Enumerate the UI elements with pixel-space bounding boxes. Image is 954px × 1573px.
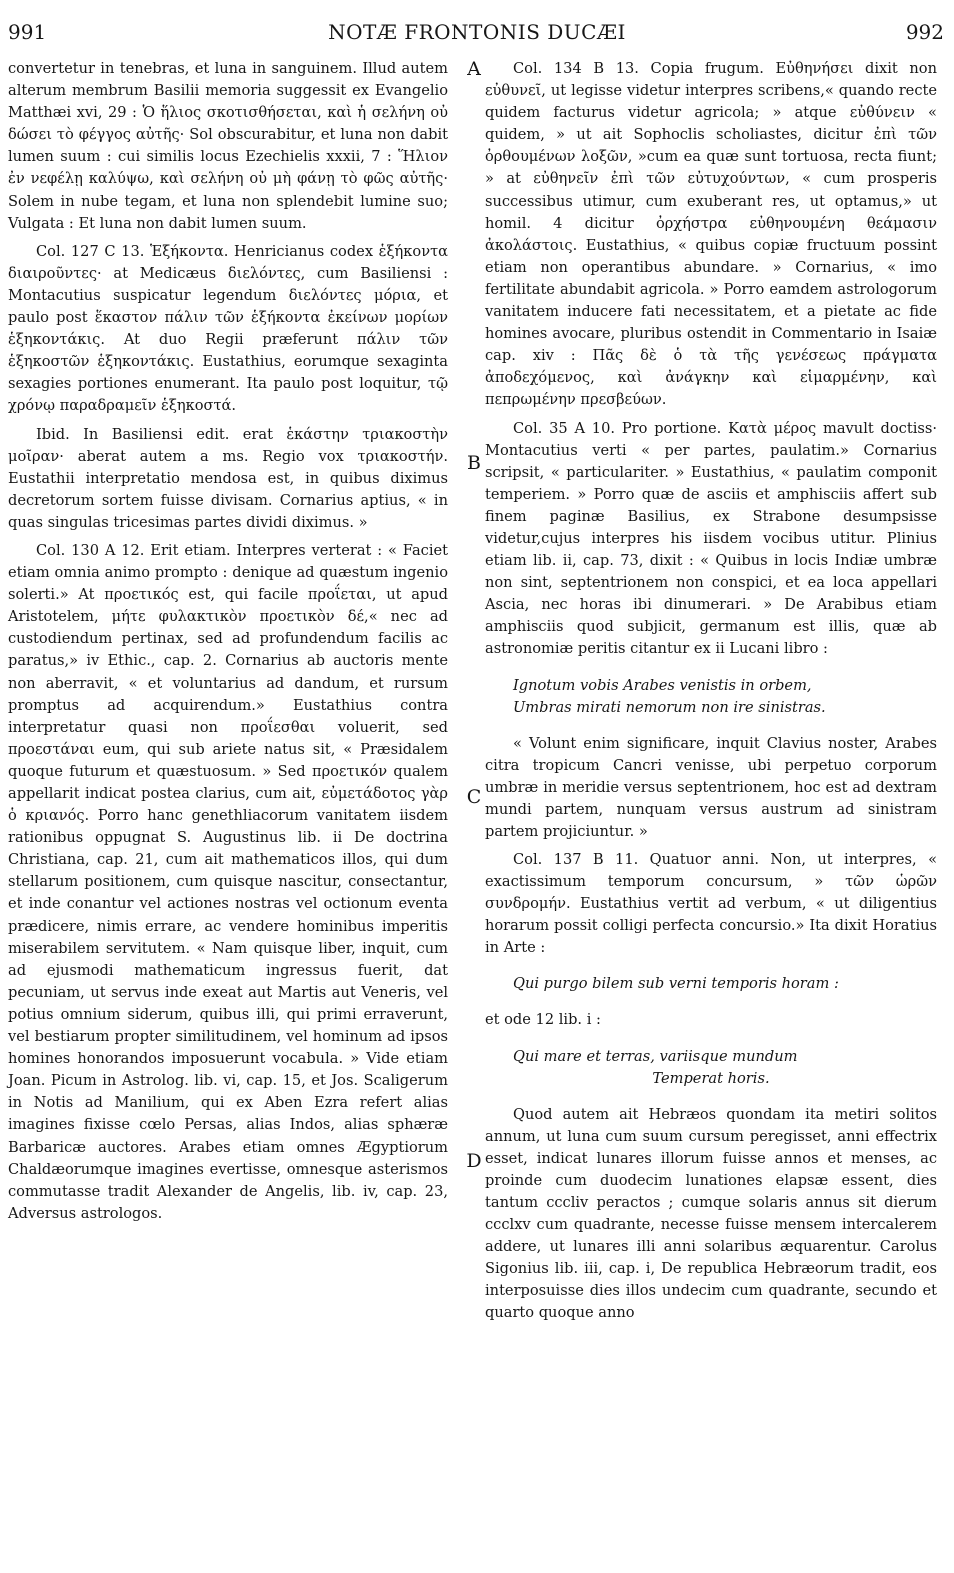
running-title: NOTÆ FRONTONIS DUCÆI [328,20,626,44]
right-paragraph-6: Quod autem ait Hebræos quondam ita metiri solitos annum, ut luna cum suum cursum peregisset, anni effectrix esset, indicat lunares illorum fuisse annos et menses, ac proinde cum duodecim lunationes elapsæ essent, dies tantum cccliv peractos ; cumque solaris annus sit dierum ccclxv cum quadrante, necesse fuisse mensem intercalerem addere, ut lunares illi anni solaribus æquarentur. Carolus Sigonius lib. iii, cap. i, De republica Hebræorum tradit, eos interposuisse dies illos undecim cum quadrante, secundo et quarto quoque anno [485,1105,937,1322]
right-paragraph-4: Col. 137 B 11. Quatuor anni. Non, ut interpres, « exactissimum temporum concursum, » τῶν ὡρῶν συνδρομήν. Eustathius vertit ad verbum, « ut diligentius horarum possit colligi perfecta concursio.» Ita dixit Horatius in Arte : [485,851,937,957]
verse-lucan [485,675,937,719]
left-paragraph-3: Ibid. In Basiliensi edit. erat ἑκάστην τριακοστὴν μοῖραν· aberat autem a ms. Regio vox τριακοστήν. Eustathii interpretatio mendosa est, in quibus diximus decretorum sortem fuisse divisam. Cornarius aptius, « in quas singulas tricesimas partes dividi diximus. » [8,425,448,531]
verse-horace-arte-line: Qui purgo bilem sub verni temporis horam : [513,975,839,993]
right-paragraph-2: Col. 35 A 10. Pro portione. Κατὰ μέρος mavult doctiss· Montacutius verti « per partes, paulatim.» Cornarius scripsit, « particulariter. » Eustathius, « paulatim componit temperiem. » Porro quæ de asciis et amphisciis affert sub finem paginæ Basilius, ex Strabone desumpsisse videtur,cujus interpres his iisdem vocibus utitur. Plinius etiam lib. ii, cap. 73, dixit : « Quibus in locis Indiæ umbræ non sint, septentrionem non conspici, et ea loca appellari Ascia, nec horas ibi dinumerari. » De Arabibus etiam amphisciis quod subjicit, germanum est illis, quæ ab astronomiæ peritis citantur ex ii Lucani libro : [485,419,937,658]
margin-letter-b: B [467,452,481,474]
right-paragraph-3: « Volunt enim significare, inquit Clavius noster, Arabes citra tropicum Cancri venisse, ubi perpetuo corporum umbræ in meridie versus septentrionem, hoc est ad dextram mundi partem, nunquam versus austrum ad sinistram partem projiciuntur. » [485,734,937,840]
page-header [0,6,954,46]
verse-lucan-line-2: Umbras mirati nemorum non ire sinistras. [513,698,826,716]
margin-letter-c: C [466,786,482,808]
left-page-number: 991 [8,20,47,44]
verse-lucan-line-1: Ignotum vobis Arabes venistis in orbem, [513,676,812,694]
right-paragraph-1: Col. 134 B 13. Copia frugum. Εὐθηνήσει dixit non εὐθυνεῖ, ut legisse videtur interpres scribens,« quando recte quidem facturus videtur agricola; » atque εὐθύνειν « quidem, » ut ait Sophoclis scholiastes, dicitur ἐπὶ τῶν ὀρθουμένων λοξῶν, »cum ea quæ sunt tortuosa, recta fiunt; » at εὐθηνεῖν ἐπὶ τῶν εὐτυχούντων, « cum prosperis successibus utimur, cum exuberant res, ut optamus,» ut homil. 4 dicitur ὀρχήστρα εὐθηνουμένη θεάμασιν ἀκολάστοις. Eustathius, « quibus copiæ fructuum possint etiam non operantibus abundare. » Cornarius, « imo fertilitate abundabit agricola. » Porro eamdem astrologorum vanitatem inducere fati necessitatem, et a pietate ac fide homines avocare, pluribus ostendit in Commentario in Isaiæ cap. xiv : Πᾶς δὲ ὁ τὰ τῆς γενέσεως πράγματα ἀποδεχόμενος, καὶ ἀνάγκην καὶ εἱμαρμένην, καὶ πεπρωμένην πρεσβεύων. [485,60,937,409]
margin-letter-d: D [466,1150,482,1172]
verse-horace-arte [485,973,937,995]
verse-horace-ode-line-2: Temperat horis. [652,1069,770,1087]
margin-letter-a: A [467,58,481,80]
verse-horace-ode-line-1: Qui mare et terras, variisque mundum [513,1047,798,1065]
left-column [8,58,448,1225]
left-paragraph-2: Col. 127 C 13. Ἑξήκοντα. Henricianus codex ἑξήκοντα διαιροῦντες· at Medicæus διελόντες, cum Basiliensi : Montacutius suspicatur legendum διελόντες μόρια, et paulo post ἕκαστον πάλιν τῶν ἑξήκοντα ἐκείνων μορίων ἑξηκοντάκις. At duo Regii præferunt πάλιν τῶν ἑξηκοστῶν ἑξηκοντάκις. Eustathius, eorumque sexaginta sexagies portiones enumerant. Ita paulo post loquitur, τῷ χρόνῳ παραδραμεῖν ἑξηκοστά. [8,242,448,415]
verse-horace-ode [485,1046,937,1090]
right-page-number: 992 [905,20,944,44]
left-paragraph-1: convertetur in tenebras, et luna in sanguinem. Illud autem alterum membrum Basilii memoria suggessit ex Evangelio Matthæi xvi, 29 : Ὁ ἥλιος σκοτισθήσεται, καὶ ἡ σελήνη οὐ δώσει τὸ φέγγος αὐτῆς· Sol obscurabitur, et luna non dabit lumen suum : cui similis locus Ezechielis xxxii, 7 : Ἥλιον ἐν νεφέλῃ καλύψω, καὶ σελήνη οὐ μὴ φάνῃ τὸ φῶς αὐτῆς· Solem in nube tegam, et luna non splendebit lumine suo; Vulgata : Et luna non dabit lumen suum. [8,60,448,232]
right-paragraph-5: et ode 12 lib. i : [485,1011,601,1029]
right-column [485,58,937,1325]
left-paragraph-4: Col. 130 A 12. Erit etiam. Interpres verterat : « Faciet etiam omnia animo prompto : denique ad quæstum ingenio solerti.» At προετικός est, qui facile προΐεται, ut apud Aristotelem, μήτε φυλακτικὸν προετικὸν δέ,« nec ad custodiendum pertinax, sed ad profundendum facilis ac paratus,» iv Ethic., cap. 2. Cornarius ab auctoris mente non aberravit, « et voluntarius ad dandum, et rursum promptus ad acquirendum.» Eustathius contra interpretatur quasi non προΐεσθαι voluerit, sed προεστάναι eum, qui sub ariete natus sit, « Præsidalem quoque futurum et quæstuosum. » Sed προετικόν qualem appellarit indicat postea clarius, cum ait, εὐμετάδοτος γὰρ ὁ κριανός. Porro hanc genethliacorum vanitatem iisdem rationibus oppugnat S. Augustinus lib. ii De doctrina Christiana, cap. 21, cum ait mathematicos illos, qui dum stellarum positionem, cum quisque nascitur, consectantur, et inde conantur vel actiones nostras vel octionum eventa prædicere, nimis errare, ac vendere hominibus imperitis miserabilem servitutem. « Nam quisque liber, inquit, cum ad ejusmodi mathematicum ingressus fuerit, dat pecuniam, ut servus inde exeat aut Martis aut Veneris, vel potius omnium siderum, quibus illi, qui primi erraverunt, vel bestiarum propter similitudinem, vel hominum ad ipsos homines honorandos imposuerunt vocabula. » Vide etiam Joan. Picum in Astrolog. lib. vi, cap. 15, et Jos. Scaligerum in Notis ad Manilium, qui ex Aben Ezra refert alias imagines fixisse cœlo Persas, alias Indos, alias sphæræ Barbaricæ auctores. Arabes etiam omnes Ægyptiorum Chaldæorumque imagines evertisse, omnesque asterismos commutasse tradit Alexander de Angelis, lib. iv, cap. 23, Adversus astrologos. [8,541,448,1222]
